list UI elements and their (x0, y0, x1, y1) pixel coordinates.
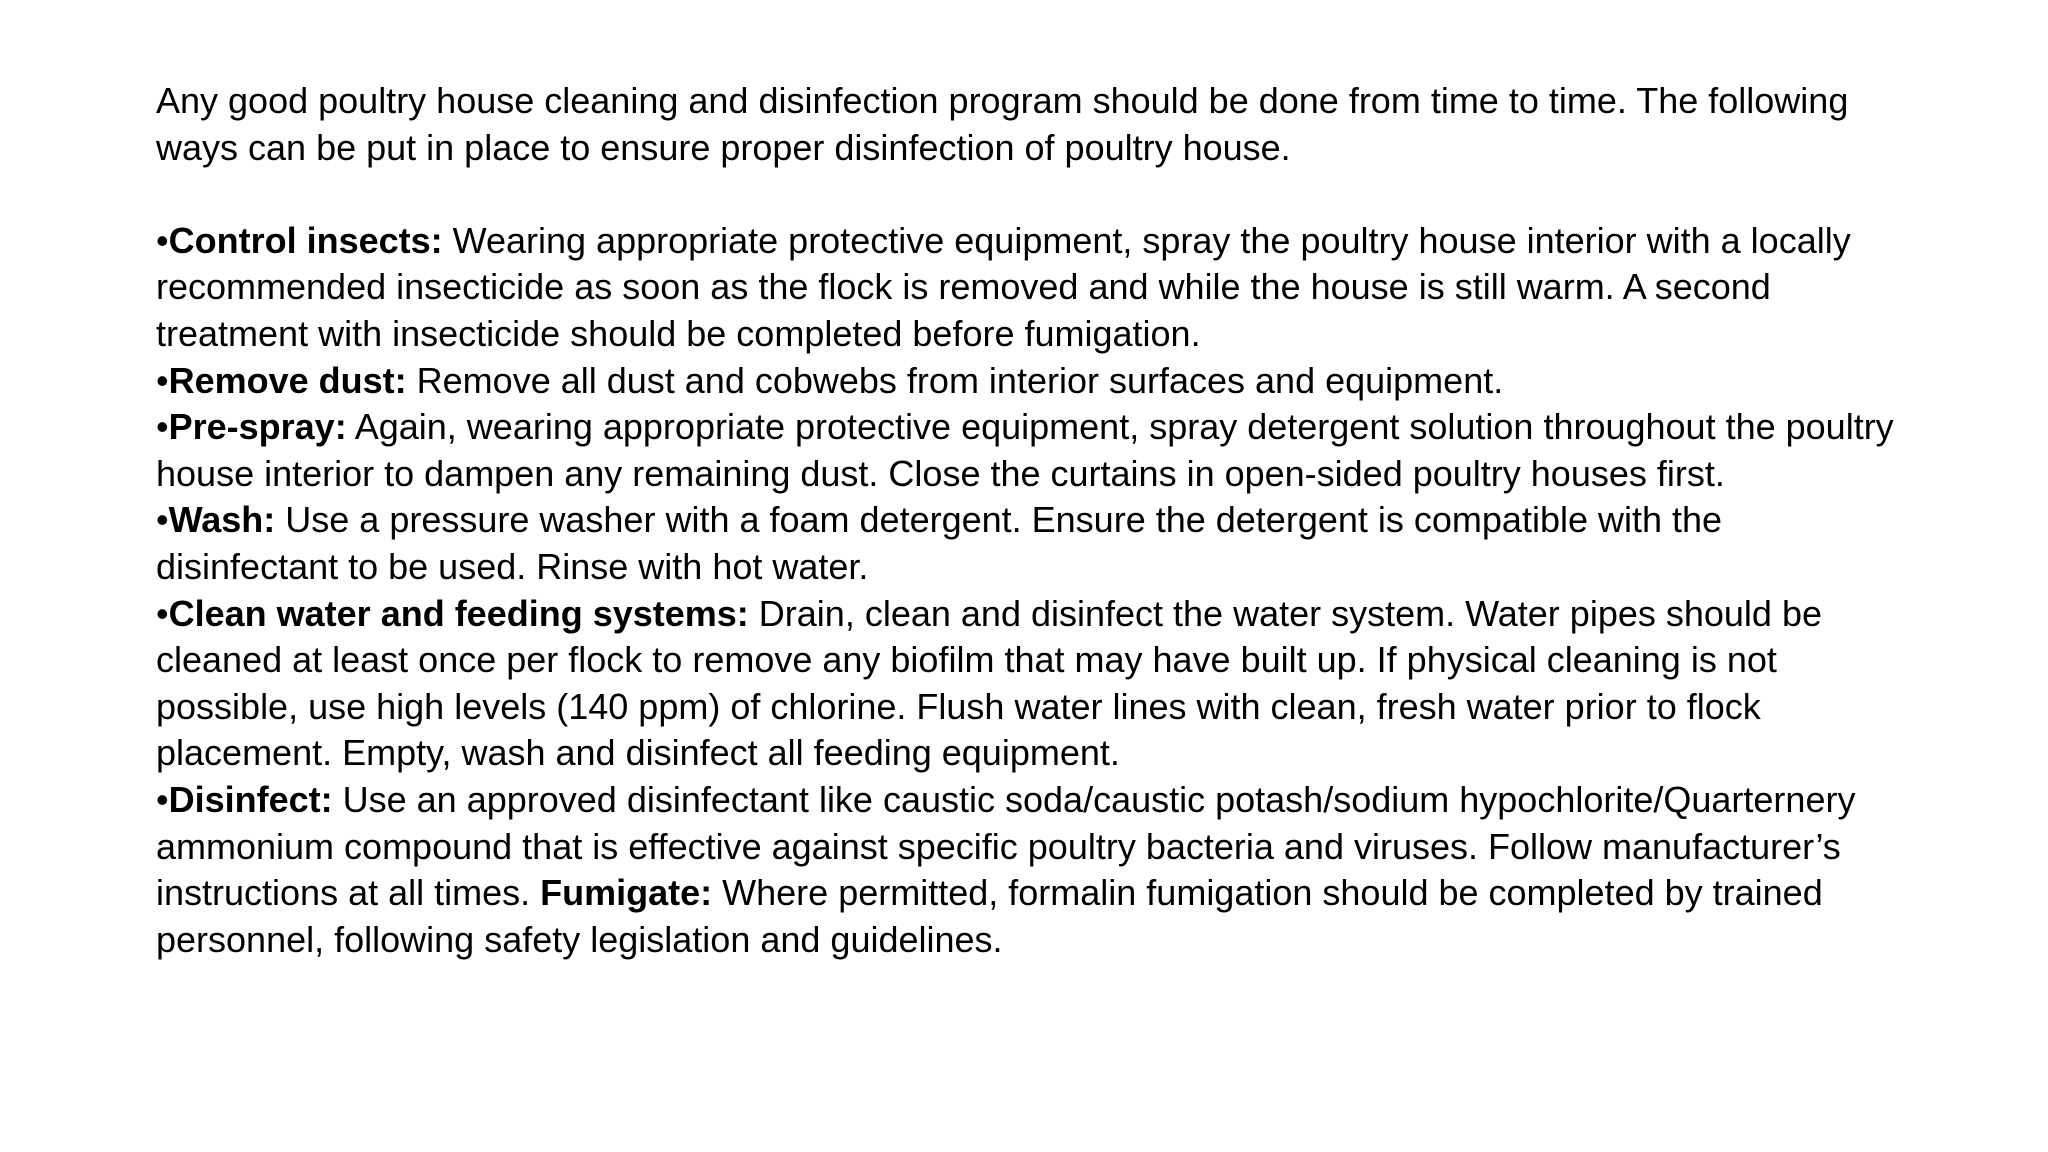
bullet-text: Wearing appropriate protective equipment, spray the poultry house interior with a locally recommended insecticide as soon as the flock is removed and while the house is still warm. A second treatment with insecticide should be completed before fumigation. (156, 219, 1851, 354)
bullet-term: Control insects: (168, 219, 443, 261)
bullet-pre-spray (156, 404, 1896, 497)
bullet-term: Disinfect: (168, 778, 333, 820)
bullet-term-fumigate: Fumigate: (540, 872, 713, 914)
bullet-control-insects (156, 218, 1896, 358)
bullet-text: Use an approved disinfectant like caustic soda/caustic potash/sodium hypochlorite/Quarternery ammonium compound that is effective against specific poultry bacteria and viruses. Follow manufacturer’s instructions at all times. (156, 778, 1856, 914)
bullet-text-fumigate: Where permitted, formalin fumigation should be completed by trained personnel, following safety legislation and guidelines. (156, 872, 1823, 960)
intro-paragraph: Any good poultry house cleaning and disinfection program should be done from time to time. The following ways can be put in place to ensure proper disinfection of poultry house. (156, 80, 1849, 168)
bullet-remove-dust (156, 358, 1896, 405)
bullet-marker: • (156, 499, 169, 541)
slide-body (156, 78, 1896, 963)
bullet-clean-water-feeding (156, 591, 1896, 777)
bullet-wash (156, 497, 1896, 590)
bullet-marker: • (156, 778, 169, 820)
bullet-text: Drain, clean and disinfect the water system. Water pipes should be cleaned at least once per flock to remove any biofilm that may have built up. If physical cleaning is not possible, use high levels (140 ppm) of chlorine. Flush water lines with clean, fresh water prior to flock placement. Empty, wash and disinfect all feeding equipment. (156, 592, 1822, 774)
bullet-marker: • (156, 359, 169, 401)
bullet-text: Again, wearing appropriate protective equipment, spray detergent solution throughout the poultry house interior to dampen any remaining dust. Close the curtains in open-sided poultry houses first. (156, 406, 1894, 494)
bullet-disinfect (156, 777, 1896, 963)
bullet-marker: • (156, 592, 169, 634)
bullet-term: Wash: (168, 499, 276, 541)
bullet-term: Remove dust: (168, 359, 407, 401)
bullet-text: Remove all dust and cobwebs from interior surfaces and equipment. (406, 359, 1504, 401)
bullet-marker: • (156, 219, 169, 261)
bullet-marker: • (156, 406, 169, 448)
bullet-term: Clean water and feeding systems: (168, 592, 749, 634)
bullet-text: Use a pressure washer with a foam detergent. Ensure the detergent is compatible with the disinfectant to be used. Rinse with hot water. (156, 499, 1723, 587)
bullet-term: Pre-spray: (168, 406, 347, 448)
